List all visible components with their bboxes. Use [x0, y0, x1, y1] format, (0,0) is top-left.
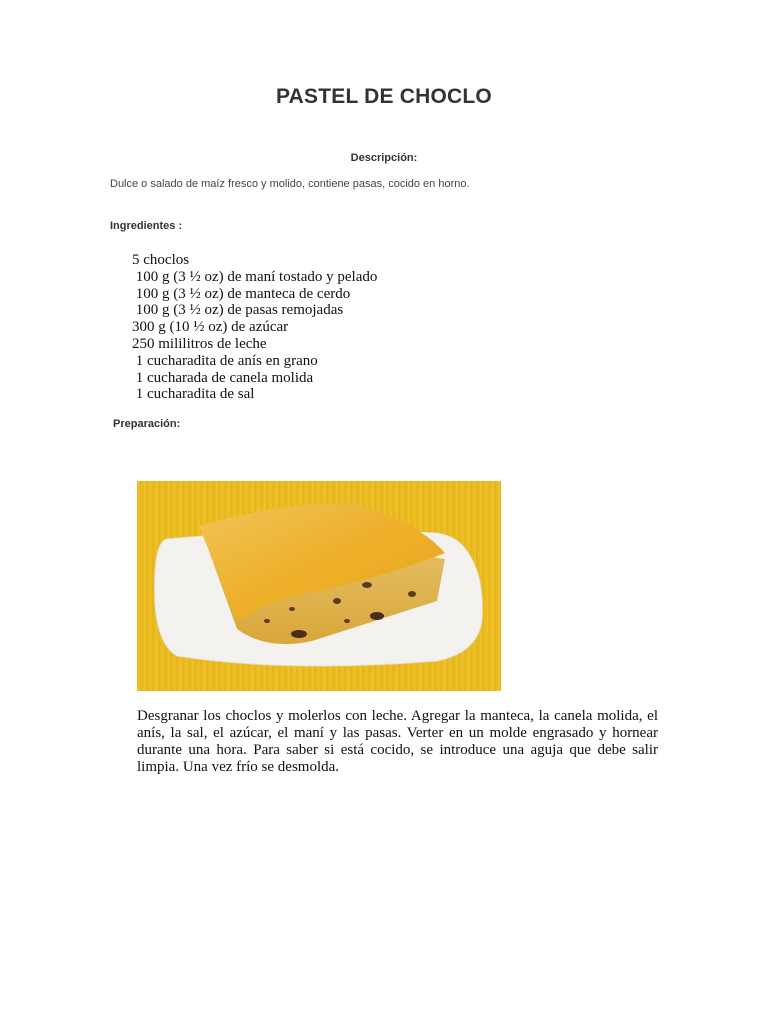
preparation-text: Desgranar los choclos y molerlos con leche. Agregar la manteca, la canela molida, el anís, la sal, el azúcar, el maní y las pasas. Verter en un molde engrasado y hornear durante una hora. Para saber si está cocido, se introduce una aguja que debe salir limpia. Una vez frío se desmolda. — [137, 708, 658, 775]
ingredient-item: 1 cucharada de canela molida — [132, 369, 314, 386]
cake-photo — [137, 481, 501, 691]
description-text: Dulce o salado de maíz fresco y molido, contiene pasas, cocido en horno. — [110, 178, 470, 190]
ingredient-item: 100 g (3 ½ oz) de maní tostado y pelado — [132, 268, 378, 285]
cake-illustration-icon — [137, 481, 501, 691]
ingredient-item: 5 choclos — [132, 252, 190, 268]
ingredient-item: 100 g (3 ½ oz) de manteca de cerdo — [132, 285, 351, 302]
preparation-heading: Preparación: — [113, 418, 181, 430]
ingredient-item: 250 mililitros de leche — [132, 335, 267, 352]
ingredient-item: 1 cucharadita de anís en grano — [132, 352, 318, 369]
ingredient-item: 1 cucharadita de sal — [132, 386, 255, 403]
ingredient-item: 100 g (3 ½ oz) de pasas remojadas — [132, 302, 344, 319]
page-title: PASTEL DE CHOCLO — [276, 85, 492, 108]
ingredients-list — [132, 252, 377, 403]
description-heading: Descripción: — [350, 152, 418, 164]
ingredient-item: 300 g (10 ½ oz) de azúcar — [132, 319, 289, 336]
ingredients-heading: Ingredientes : — [110, 220, 183, 232]
